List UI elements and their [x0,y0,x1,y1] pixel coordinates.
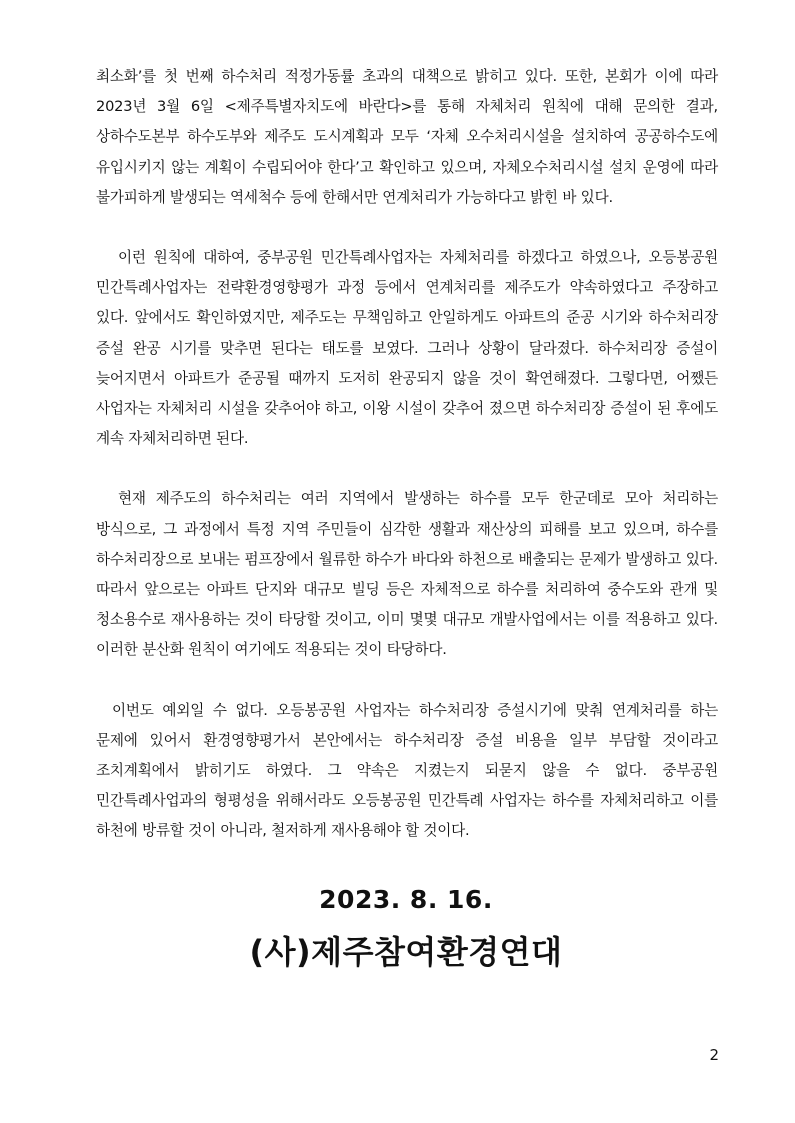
page-number: 2 [709,1046,719,1064]
paragraph-3: 현재 제주도의 하수처리는 여러 지역에서 발생하는 하수를 모두 한군데로 모아 처리하는 방식으로, 그 과정에서 특정 지역 주민들이 심각한 생활과 재산상의 피해를 보고 있으며, 하수를 하수처리장으로 보내는 펌프장에서 월류한 하수가 바다와 하천으로 배출되는 문제가 발생하고 있다. 따라서 앞으로는 아파트 단지와 대규모 빌딩 등은 자체적으로 하수를 처리하여 중수도와 관개 및 청소용수로 재사용하는 것이 타당할 것이고, 이미 몇몇 대규모 개발사업에서는 이를 적용하고 있다. 이러한 분산화 원칙이 여기에도 적용되는 것이 타당하다. [96,490,718,659]
organization-name: (사)제주참여환경연대 [249,933,563,971]
paragraph-2: 이런 원칙에 대하여, 중부공원 민간특례사업자는 자체처리를 하겠다고 하였으나, 오등봉공원 민간특례사업자는 전략환경영향평가 과정 등에서 연계처리를 제주도가 약속하였다고 주장하고 있다. 앞에서도 확인하였지만, 제주도는 무책임하고 안일하게도 아파트의 준공 시기와 하수처리장 증설 완공 시기를 맞추면 된다는 태도를 보였다. 그러나 상황이 달라졌다. 하수처리장 증설이 늦어지면서 아파트가 준공될 때까지 도저히 완공되지 않을 것이 확연해졌다. 그렇다면, 어쨌든 사업자는 자체처리 시설을 갖추어야 하고, 이왕 시설이 갖추어 졌으면 하수처리장 증설이 된 후에도 계속 자체처리하면 된다. [96,249,718,448]
document-date: 2023. 8. 16. [319,885,493,914]
paragraph-4: 이번도 예외일 수 없다. 오등봉공원 사업자는 하수처리장 증설시기에 맞춰 연계처리를 하는 문제에 있어서 환경영향평가서 본안에서는 하수처리장 증설 비용을 일부 부담할 것이라고 조치계획에서 밝히기도 하였다. 그 약속은 지켰는지 되묻지 않을 수 없다. 중부공원 민간특례사업과의 형평성을 위해서라도 오등봉공원 민간특례 사업자는 하수를 자체처리하고 이를 하천에 방류할 것이 아니라, 철저하게 재사용해야 할 것이다. [96,701,718,840]
paragraph-gap [96,666,718,696]
paragraph-gap [96,213,718,243]
document-body [96,62,718,847]
paragraph-1: 최소화’를 첫 번째 하수처리 적정가동률 초과의 대책으로 밝히고 있다. 또한, 본회가 이에 따라 2023년 3월 6일 <제주특별자치도에 바란다>를 통해 자체처리 원칙에 대해 문의한 결과, 상하수도본부 하수도부와 제주도 도시계획과 모두 ‘자체 오수처리시설을 설치하여 공공하수도에 유입시키지 않는 계획이 수립되어야 한다’고 확인하고 있으며, 자체오수처리시설 설치 운영에 따라 불가피하게 발생되는 역세척수 등에 한해서만 연계처리가 가능하다고 밝힌 바 있다. [96,68,718,206]
paragraph-gap [96,454,718,484]
